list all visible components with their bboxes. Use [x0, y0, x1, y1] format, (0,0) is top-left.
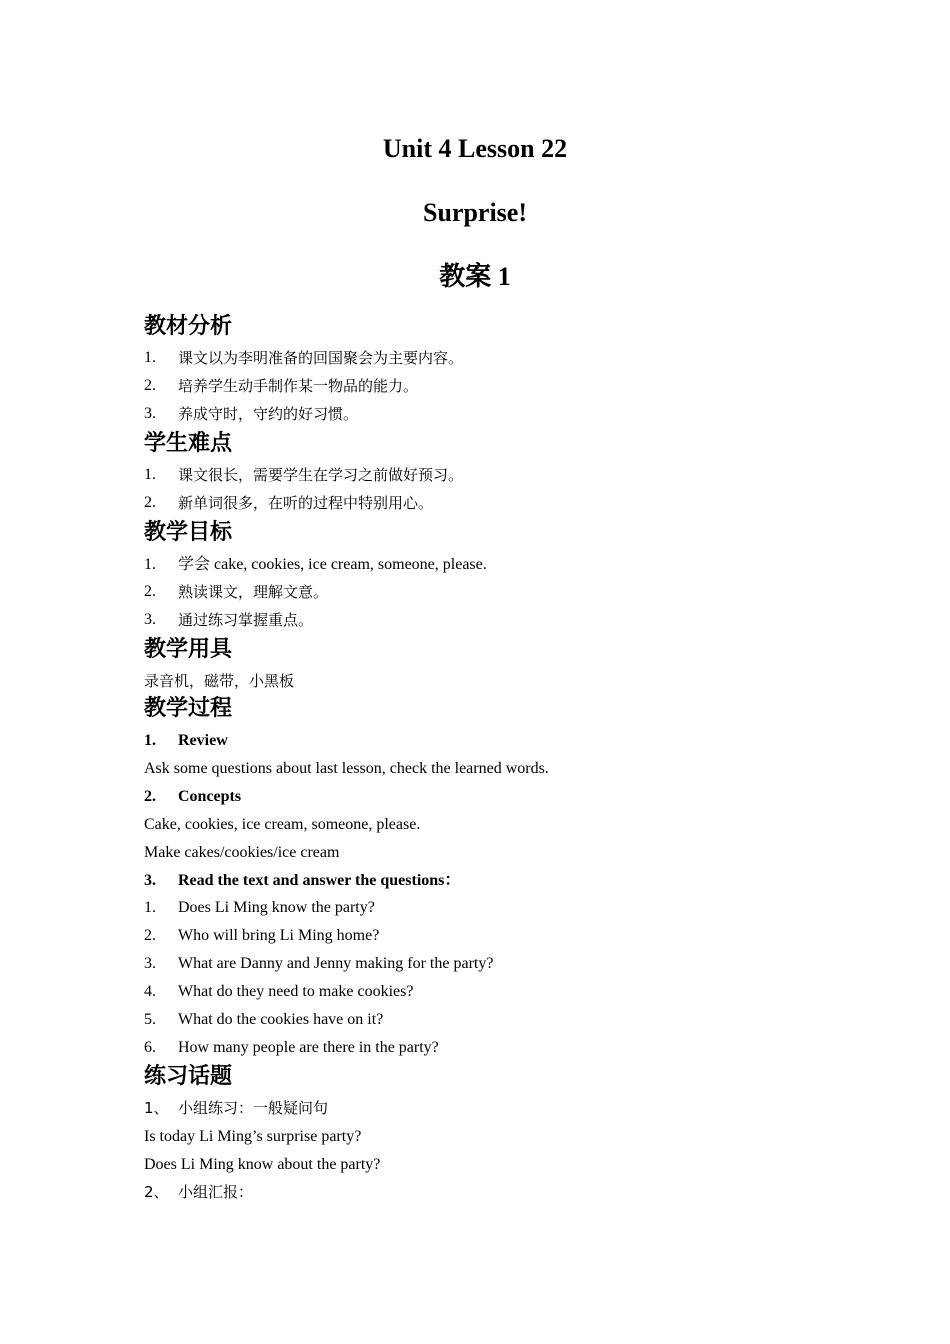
practice-line: Is today Li Ming’s surprise party?: [144, 1128, 362, 1145]
section-heading-practice-topics: 练习话题: [144, 1064, 233, 1089]
lesson-plan-label: 教案 1: [439, 262, 511, 291]
step-body: Make cakes/cookies/ice cream: [144, 844, 340, 861]
section-heading-teaching-process: 教学过程: [144, 696, 233, 721]
document-page: Unit 4 Lesson 22 Surprise! 教案 1 教材分析 1. 课文以为李明准备的回国聚会为主要内容。 2. 培养学生动手制作某一物品的能力。 3. 养成守时，守约的好习惯。 学生难点 1. 课文很长，需要学生在学习之前做好预习。 2. 新单词很多，在听的过程中特别用心。 教学目标 1. 学会 cake, cookies, ice cream, someone, please. 2. 熟读课文，理解文意。 3. 通过练习掌握重点。 教学用具 录音机，磁带，小黑板 教学过程 1. Review Ask some questions about last lesson, check the learned words. 2. Concepts Cake, cookies, ice cream, someone, please. Make cakes/cookies/ice cream 3. Read the text and answer the questions： 1. Does Li Ming know the party? 2. Who will bring Li Ming home? 3. What are Danny and Jenny making for the party? 4. What do they need to make cookies? 5. What do the cookies have on it? 6. How many people are there in the party? 练习话题 1、 小组练习：一般疑问句 Is today Li Ming’s surprise party? Does Li Ming know about the party? 2、 小组汇报：: [0, 0, 950, 1344]
document-title: Unit 4 Lesson 22: [382, 134, 568, 163]
teaching-aids-text: 录音机，磁带，小黑板: [144, 672, 295, 690]
step-body: Ask some questions about last lesson, check the learned words.: [144, 760, 549, 777]
practice-line: Does Li Ming know about the party?: [144, 1156, 381, 1173]
section-heading-teaching-aids: 教学用具: [144, 637, 233, 662]
section-heading-teaching-objectives: 教学目标: [144, 520, 233, 545]
step-body: Cake, cookies, ice cream, someone, please.: [144, 816, 421, 833]
document-subtitle: Surprise!: [423, 198, 527, 227]
section-heading-material-analysis: 教材分析: [144, 314, 233, 339]
section-heading-student-difficulties: 学生难点: [144, 431, 233, 456]
